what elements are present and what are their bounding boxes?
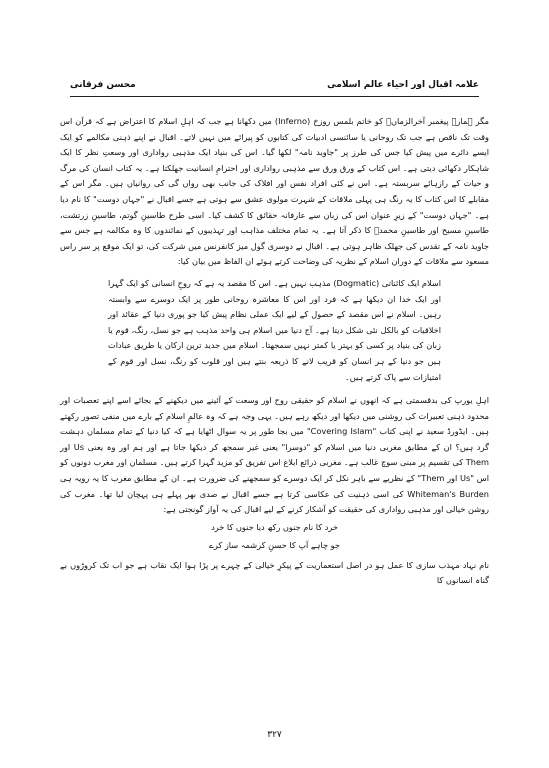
- body-text: [60, 114, 489, 589]
- verse-line-1: [60, 518, 489, 536]
- paragraph-3: نام نہاد مہذب سازی کا عمل ہو در اصل استعماریت کے پیکرِ خیالی کے چہرے پر پڑا ہوا ایک نقاب ہے جو اب تک کروڑوں بے گناہ انسانوں کا: [60, 559, 489, 586]
- verse-1-text: خرد کا نام جنوں رکھ دیا جنوں کا خرد: [211, 521, 338, 532]
- header-rule: [70, 96, 479, 97]
- block-quote: اسلام ایک کائناتی (Dogmatic) مذہب نہیں ہے۔ اس کا مقصد یہ ہے کہ روحِ انسانی کو ایک گہرا اور ایک خدا ان دیکھا ہے کہ فرد اور اس کا معاشرہ روحانی طور پر ایک دوسرے سے وابستہ رہیں۔ اسلام نے اس مقصد کے حصول کے لیے ایک عملی نظام پیش کیا جو پوری دنیا کے عقائد اور اخلاقیات کو بالکل نئی شکل دیتا ہے۔ آج دنیا میں اسلام ہی واحد مذہب ہے جو نسل، رنگ، قوم یا زبان کی بنیاد پر کسی کو بہتر یا کمتر نہیں سمجھتا۔ اسلام میں جدید ترین ارکان یا طریق عبادات ہیں جو دنیا کے ہر انسان کو قریب لانے کا ذریعہ بنتے ہیں اور قلوب کو رنگ، نسل اور قوم کے امتیازات سے پاک کرتے ہیں۔: [108, 277, 441, 382]
- paragraph-2: اہلِ یورپ کی بدقسمتی ہے کہ انھوں نے اسلام کو حقیقی روح اور وسعت کے آئینے میں دیکھنے کے بجائے اسے اپنے تعصبات اور محدود ذہنی تعبیرات کی روشنی میں دیکھا اور دیکھ رہے ہیں۔ یہی وجہ ہے کہ وہ عالمِ اسلام کے بارے میں منفی تصور رکھتے ہیں۔ ایڈورڈ سعید نے اپنی کتاب "Covering Islam" میں بجا طور پر یہ سوال اٹھایا ہے کہ کیا دنیا کے تمام مسلمان دہشت گرد ہیں؟ ان کے مطابق مغربی دنیا میں اسلام کو "دوسرا" یعنی غیر سمجھ کر دیکھا جاتا ہے اور ہم اور وہ یعنی Us اور Them کی تقسیم پر مبنی سوچ غالب ہے۔ مغربی ذرائع ابلاغ اس تفریق کو مزید گہرا کرتے ہیں۔ مسلمان اور مغرب دونوں کو اس "Us اور Them" کے نظریے سے باہر نکل کر ایک دوسرے کو سمجھنے کی ضرورت ہے۔ ان کے مطابق مغرب کا یہ رویہ ہی Whiteman's Burden کی اسی ذہنیت کی عکاسی کرتا ہے جسے اقبال نے صدی بھر پہلے ہی پہچان لیا تھا۔ مغرب کی روشن خیالی اور مذہبی رواداری کی حقیقت کو آشکار کرنے کے لیے اقبال کی یہ آواز گونجتی ہے:: [60, 395, 490, 515]
- verse-2-text: جو چاہے آپ کا حسنِ کرشمہ ساز کرے: [209, 539, 340, 550]
- header-title: علامہ اقبال اور احیاء عالم اسلامی: [327, 80, 479, 90]
- verse-line-2: [60, 536, 489, 554]
- header-author: محسن فرقانی: [70, 80, 136, 90]
- page-number: ۳۲۷: [267, 730, 282, 740]
- running-header: [70, 80, 479, 96]
- paragraph-1: مگر ہمارے پیغمبر آخرالزماںؐ کو خاتم بلمس روزخ (Inferno) میں دکھانا ہے جب کہ اہلِ اسلام کا اعتراض ہے کہ قرآن اس وقت تک ناقص ہے جب تک روحانی یا سائنسی ادبیات کی کتابوں کو پیرائے میں نہیں لاتے۔ اقبال نے اپنے ذہنی مکالمے کو ایک ایسے دائرے میں پیش کیا جس کی طرز پر "جاوید نامہ" لکھا گیا۔ اس کی بنیاد ایک مذہبی رواداری اور وسعتِ نظر کا ایک شاہکار دکھائی دیتی ہے۔ اس کتاب کے ورق ورق سے مذہبی رواداری اور احترامِ انسانیت جھلکتا ہے۔ یہ کتاب انسان کی مرگ و حیات کے رازہائے سربستہ ہے۔ اس نے کئی افراد نفس اور افلاک کی جانب بھی رواں گی کی روانیاں ہیں۔ مگر اس کے مقابلے کا اس کتاب کا یہ رنگ ہی پہلی ملاقات کے شہرت مولوی عشق سے ہوتی ہے جسے اقبال نے "جہاں دوست" کا نام دیا ہے۔ "جہاں دوست" کے زیرِ عنوان اس کی زبان سے عارفانہ حقائق کا کشف کیا۔ اسی طرح طاسینِ گوتم، طاسینِ زرتشت، طاسینِ مسیح اور طاسینِ محمدؐ کا ذکر آتا ہے۔ یہ تمام مختلف مذاہب اور تہذیبوں کے نمائندوں کا وہ مکالمہ ہے جس سے جاوید نامہ کے تقدس کی جھلک ظاہر ہوتی ہے۔ اقبال نے دوسری گول میز کانفرنس میں شرکت کی، تو ایک موقع پر سر راس مسعود سے ملاقات کے دوران اسلام کے نظریہ کی وضاحت کرتے ہوئے ان الفاظ میں بیان کیا:: [60, 116, 489, 267]
